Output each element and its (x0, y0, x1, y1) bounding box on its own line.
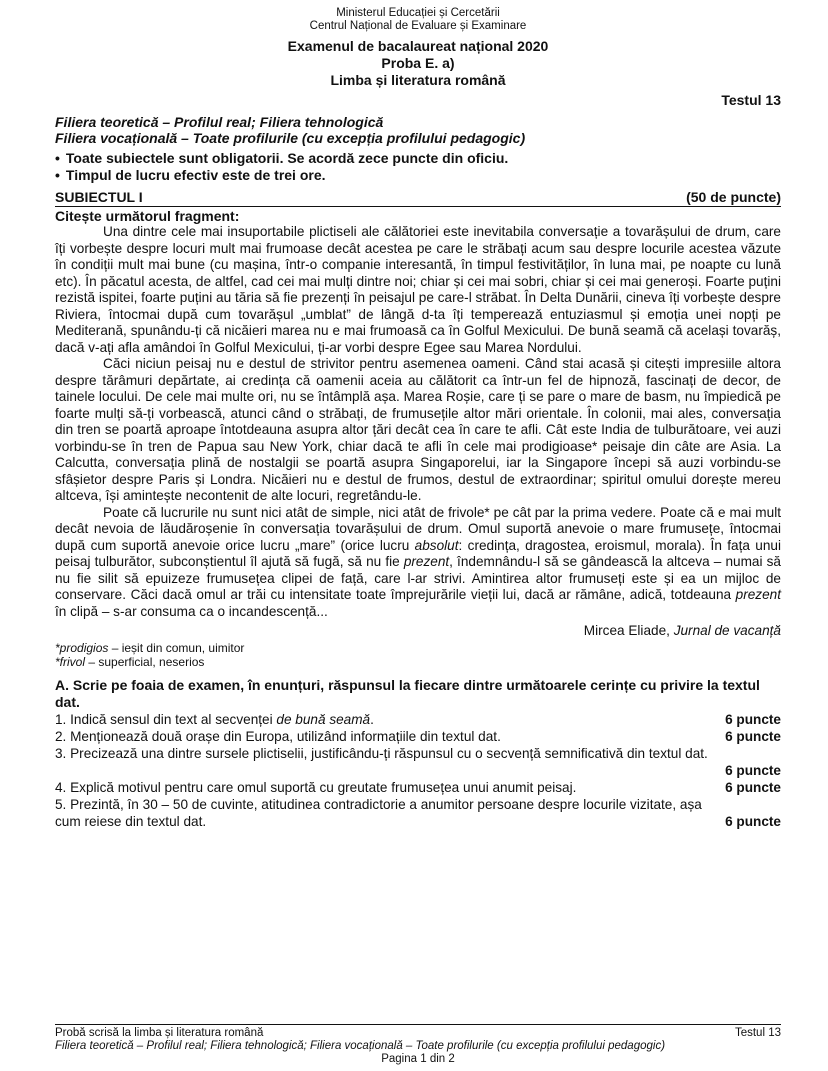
footer-left: Probă scrisă la limba și literatura română (55, 1027, 264, 1039)
section-title: SUBIECTUL I (55, 189, 143, 205)
work-title: Jurnal de vacanță (673, 623, 781, 638)
footnotes (55, 641, 781, 669)
req-text: 4. Explică motivul pentru care omul suportă cu greutate frumusețea unui anumit peisaj. (55, 780, 577, 795)
section-points: (50 de puncte) (686, 189, 781, 205)
req-text: 1. Indică sensul din text al secvenței (55, 712, 277, 727)
requirement-2 (55, 728, 781, 745)
footnote (55, 655, 781, 669)
page-number: Pagina 1 din 2 (381, 1053, 455, 1065)
center-name: Centrul Național de Evaluare și Examinare (309, 20, 527, 32)
footnote (55, 641, 781, 655)
ministry-name: Ministerul Educației și Cercetării (336, 7, 500, 19)
rule-item: • Timpul de lucru efectiv este de trei ore. (55, 167, 781, 184)
req-points: 6 puncte (725, 763, 781, 778)
req-points: 6 puncte (725, 729, 781, 744)
filiera-line-2: Filiera vocațională – Toate profilurile (cu excepția profilului pedagogic) (55, 130, 526, 146)
proba-title: Proba E. a) (381, 55, 455, 71)
req-points: 6 puncte (725, 712, 781, 727)
text-span: Poate că lucrurile nu sunt nici atât de simple, nici atât de frivole* pe cât par la prima vedere. Poate că e mai mult decât nevoia de lăudăroșenie în conversația tovarășului de drum. Omul suportă anevoie o mare frumusețe, întocmai după cum suportă anevoie orice lucru „mare” (orice lucru (55, 504, 781, 553)
reading-instruction: Citește următorul fragment: (55, 208, 240, 224)
requirements-list (55, 711, 781, 830)
text-span: , îndemnându-l să se gândească la altceva – numai să nu fie silit să epuizeze frumusețea clipei de față, care l-ar strivi. Amintirea altor frumuseți este și ea un mijloc de conservare. Căci dacă omul ar trăi cu intensitate toate împrejurările vieții lui, dacă ar rămâne, adică, totdeauna (55, 554, 781, 602)
footnote-def: – ieșit din comun, uimitor (108, 641, 245, 655)
requirements-heading: A. Scrie pe foaia de examen, în enunțuri, răspunsul la fiecare dintre următoarele cerințe cu privire la textul dat. (55, 677, 760, 710)
fragment-text (55, 224, 781, 620)
paragraph-2: Căci niciun peisaj nu e destul de strivitor pentru asemenea oameni. Când stai acasă și citești impresiile altora despre tărâmuri depărtate, ai credința că oamenii aceia au călătorit ca într-un fel de hipnoză, fascinați de decor, de tainele locului. De cele mai multe ori, nu se întâmplă așa. Marea Roșie, care ți se pare o mare de basm, nu împiedică pe foarte mulți să-ți vorbească, atunci când o străbați, de frumusețile altor mări orientale. În colonii, mai ales, conversația din tren se poartă aproape întotdeauna asupra altor țări decât cea în care te afli. Cât este India de tulburătoare, vei auzi vorbindu-se în tren de Papua sau New York, chiar dacă te afli în cele mai prodigioase* peisaje din câte are Asia. La Calcutta, conversația plină de nostalgii se poartă asupra Singaporelui, iar la Singapore începi să auzi vorbindu-se sfâșietor despre Paris și Londra. Nicăieri nu e destul de frumos, destul de extraordinar; spiritul omului dorește mereu altceva, își amintește necontenit de alte locuri, regretându-le. (55, 356, 781, 503)
paragraph-1: Una dintre cele mai insuportabile plictiseli ale călătoriei este inevitabila conversație a tovarășului de drum, care îți vorbește despre locuri mult mai frumoase decât acestea pe care le străbați acum sau despre locurile acestea văzute în condiții mult mai bune (cu mașina, într-o companie interesantă, în timpul festivităților, în luna mai, pe noapte cu lună etc). În păcatul acesta, de altfel, cad cei mai mulți dintre noi; chiar și cei mai sobri, chiar și cei mai generoși. Foarte puțini rezistă ispitei, foarte puțini au tăria să fie prezenți în peisajul pe care-l străbat. În Delta Dunării, cineva îți vorbește despre Riviera, întocmai după cum tovarășul „umblat” de lângă d-ta îți tempereazǎ entuziasmul și emoția unei nopți pe Mediterană, spunându-ți că nicăieri marea nu e mai frumoasă ca în Golful Mexicului. De bună seamă că același tovarăș, dacă v-ați afla amândoi în Golful Mexicului, ți-ar vorbi despre Egee sau Marea Nordului. (55, 224, 781, 355)
italic-word: prezent (403, 554, 450, 569)
req-points: 6 puncte (725, 814, 781, 829)
req-text: . (370, 712, 374, 727)
footnote-term: *prodigios (55, 641, 109, 655)
req-text: cum reiese din textul dat. (55, 814, 207, 829)
req-text: 3. Precizează una dintre sursele plictiselii, justificându-ți răspunsul cu o secvență semnificativă din textul dat. (55, 746, 708, 761)
req-points: 6 puncte (725, 780, 781, 795)
text-span: în clipă – s-ar consuma ca o incandescență... (55, 603, 328, 619)
source-signature (55, 622, 781, 639)
requirement-4 (55, 779, 781, 796)
subject-title: Limba și literatura română (330, 72, 506, 88)
test-number: Testul 13 (721, 92, 781, 108)
exam-page (55, 7, 781, 830)
req-text: 5. Prezintă, în 30 – 50 de cuvinte, atitudinea contradictorie a anumitor persoane despre locurile vizitate, așa (55, 797, 702, 812)
page-footer (55, 1024, 781, 1066)
filiera-line-1: Filiera teoretică – Profilul real; Filiera tehnologică (55, 114, 384, 130)
req-italic: de bună seamă (276, 712, 371, 727)
italic-word: absolut (414, 537, 459, 553)
italic-word: prezent (735, 587, 781, 602)
footer-right: Testul 13 (734, 1027, 781, 1039)
text-span: : credința, dragostea, eroismul, morala). În fața unui peisaj tulburător, subconștientul îl ajută să fugă, să nu fie (55, 537, 782, 569)
rules-list (55, 150, 781, 184)
footnote-term: *frivol (55, 655, 86, 669)
requirement-5 (55, 796, 781, 830)
filiera-block (55, 114, 781, 146)
author-name: Mircea Eliade, (583, 623, 674, 638)
footnote-def: – superficial, neserios (85, 655, 205, 669)
paragraph-3 (55, 505, 781, 621)
req-text: 2. Menționează două orașe din Europa, utilizând informațiile din textul dat. (55, 729, 501, 744)
section-header (55, 189, 781, 207)
exam-title: Examenul de bacalaureat național 2020 (287, 38, 549, 54)
rule-item: • Toate subiectele sunt obligatorii. Se acordă zece puncte din oficiu. (55, 150, 781, 167)
requirement-1 (55, 711, 781, 728)
requirement-3 (55, 745, 781, 779)
footer-filiera: Filiera teoretică – Profilul real; Filiera tehnologică; Filiera vocațională – Toate profilurile (cu excepția profilului pedagogic) (55, 1040, 666, 1052)
